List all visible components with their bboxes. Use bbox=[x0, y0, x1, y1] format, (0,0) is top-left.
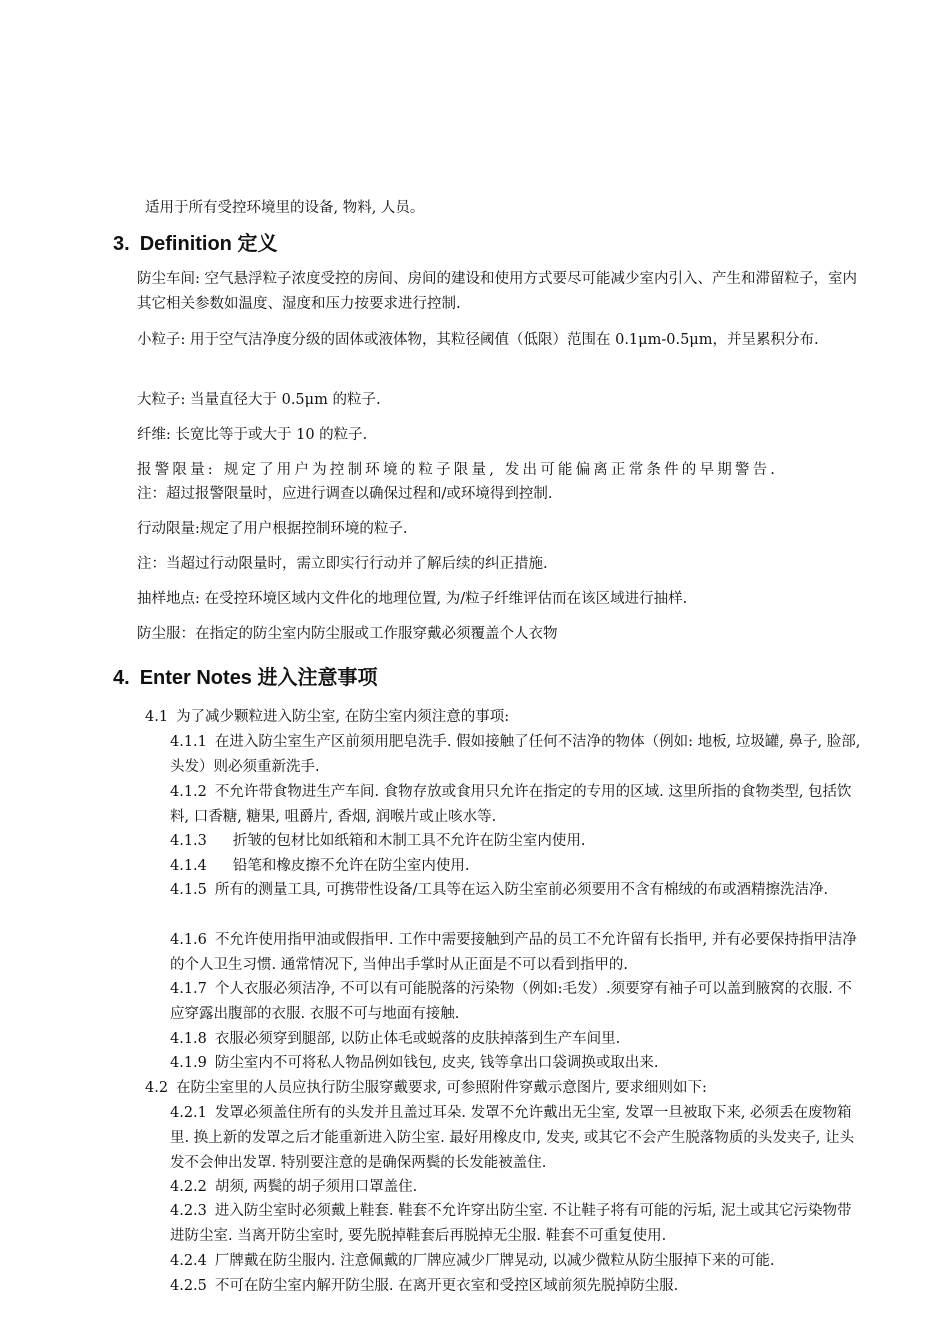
section-3-title: Definition 定义 bbox=[139, 233, 278, 255]
item-text: 防尘室内不可将私人物品例如钱包, 皮夹, 钱等拿出口袋调换或取出来. bbox=[214, 1055, 659, 1071]
definition-small-particle: 小粒子: 用于空气洁净度分级的固体或液体物，其粒径阈值（低限）范围在 0.1μm-0.5μm，并呈累积分布. bbox=[137, 332, 819, 348]
item-number: 4.1.3 bbox=[170, 833, 207, 849]
item-4-2-4 bbox=[170, 1249, 865, 1274]
item-number: 4.2.1 bbox=[170, 1105, 207, 1121]
item-text: 个人衣服必须洁净, 不可以有可能脱落的污染物（例如:毛发）.须要穿有袖子可以盖到腋窝的衣服. 不应穿露出腹部的衣服. 衣服不可与地面有接触. bbox=[170, 981, 852, 1022]
item-number: 4.2.3 bbox=[170, 1203, 207, 1219]
item-4-1-6 bbox=[170, 928, 865, 978]
item-number: 4.1.1 bbox=[170, 734, 207, 750]
item-4-1-5 bbox=[170, 878, 865, 903]
section-4-heading bbox=[113, 664, 378, 692]
item-4-1-3 bbox=[170, 829, 865, 854]
item-text: 进入防尘室时必须戴上鞋套. 鞋套不允许穿出防尘室. 不让鞋子将有可能的污垢, 泥土或其它污染物带进防尘室. 当离开防尘室时, 要先脱掉鞋套后再脱掉无尘服. 鞋套不可重复使用. bbox=[170, 1203, 852, 1244]
item-number: 4.1.8 bbox=[170, 1031, 207, 1047]
section-3-heading bbox=[113, 230, 277, 258]
item-4-2 bbox=[145, 1076, 865, 1101]
item-4-1 bbox=[145, 705, 865, 730]
item-4-2-text: 在防尘室里的人员应执行防尘服穿戴要求, 可参照附件穿戴示意图片, 要求细则如下: bbox=[176, 1080, 707, 1096]
item-number: 4.1.4 bbox=[170, 858, 207, 874]
item-text: 胡须, 两鬓的胡子须用口罩盖住. bbox=[214, 1179, 418, 1195]
item-text: 衣服必须穿到腿部, 以防止体毛或蜕落的皮肤掉落到生产车间里. bbox=[214, 1031, 621, 1047]
definition-alert-limit: 报警限量: 规定了用户为控制环境的粒子限量, 发出可能偏离正常条件的早期警告. bbox=[137, 462, 779, 478]
section-4-title: Enter Notes 进入注意事项 bbox=[139, 667, 378, 689]
item-text: 在进入防尘室生产区前须用肥皂洗手. 假如接触了任何不洁净的物体（例如: 地板, 垃圾罐, 鼻子, 脸部, 头发）则必须重新洗手. bbox=[170, 734, 861, 775]
item-4-1-1 bbox=[170, 730, 865, 780]
item-text: 厂牌戴在防尘服内. 注意佩戴的厂牌应减少厂牌晃动, 以减少微粒从防尘服掉下来的可能. bbox=[214, 1253, 775, 1269]
scope-text: 适用于所有受控环境里的设备, 物料, 人员。 bbox=[145, 200, 425, 216]
item-4-1-text: 为了减少颗粒进入防尘室, 在防尘室内须注意的事项: bbox=[176, 709, 510, 725]
item-text: 发罩必须盖住所有的头发并且盖过耳朵. 发罩不允许戴出无尘室, 发罩一旦被取下来, 必须丢在废物箱里. 换上新的发罩之后才能重新进入防尘室. 最好用橡皮巾, 发夹, 或其它不会产生脱落物质的头发夹子, 让头发不会伸出发罩. 特别要注意的是确保两鬓的长发能被盖住. bbox=[170, 1105, 855, 1171]
item-4-1-9 bbox=[170, 1051, 865, 1076]
definition-cleanroom-garment: 防尘服：在指定的防尘室内防尘服或工作服穿戴必须覆盖个人衣物 bbox=[137, 626, 558, 642]
item-number: 4.1.6 bbox=[170, 932, 207, 948]
item-4-1-2 bbox=[170, 780, 865, 830]
item-4-2-number: 4.2 bbox=[145, 1080, 169, 1096]
item-4-1-number: 4.1 bbox=[145, 709, 169, 725]
item-4-2-3 bbox=[170, 1199, 865, 1249]
item-number: 4.1.9 bbox=[170, 1055, 207, 1071]
section-4-number: 4. bbox=[113, 667, 130, 689]
definition-fiber: 纤维: 长宽比等于或大于 10 的粒子. bbox=[137, 427, 368, 443]
item-4-2-5 bbox=[170, 1274, 865, 1299]
item-number: 4.2.2 bbox=[170, 1179, 207, 1195]
definition-action-note: 注：当超过行动限量时，需立即实行行动并了解后续的纠正措施. bbox=[137, 556, 548, 572]
item-text: 所有的测量工具, 可携带性设备/工具等在运入防尘室前必须要用不含有棉绒的布或酒精擦洗洁净. bbox=[214, 882, 829, 898]
definition-cleanroom: 防尘车间: 空气悬浮粒子浓度受控的房间、房间的建设和使用方式要尽可能减少室内引入、产生和滞留粒子，室内其它相关参数如温度、湿度和压力按要求进行控制. bbox=[137, 271, 857, 312]
item-number: 4.1.2 bbox=[170, 784, 207, 800]
definition-action-limit: 行动限量:规定了用户根据控制环境的粒子. bbox=[137, 521, 408, 537]
item-text: 不允许使用指甲油或假指甲. 工作中需要接触到产品的员工不允许留有长指甲, 并有必要保持指甲洁净的个人卫生习惯. 通常情况下, 当伸出手掌时从正面是不可以看到指甲的. bbox=[170, 932, 857, 973]
definition-large-particle: 大粒子: 当量直径大于 0.5μm 的粒子. bbox=[137, 392, 381, 408]
definition-sampling-location: 抽样地点: 在受控环境区域内文件化的地理位置, 为/粒子纤维评估而在该区域进行抽样. bbox=[137, 591, 688, 607]
item-text: 铅笔和橡皮擦不允许在防尘室内使用. bbox=[232, 858, 470, 874]
item-number: 4.2.5 bbox=[170, 1278, 207, 1294]
item-text: 折皱的包材比如纸箱和木制工具不允许在防尘室内使用. bbox=[232, 833, 586, 849]
item-number: 4.1.5 bbox=[170, 882, 207, 898]
definition-alert-note: 注：超过报警限量时，应进行调查以确保过程和/或环境得到控制. bbox=[137, 486, 553, 502]
item-4-1-7 bbox=[170, 977, 865, 1027]
section-3-number: 3. bbox=[113, 233, 130, 255]
item-number: 4.1.7 bbox=[170, 981, 207, 997]
item-text: 不允许带食物进生产车间. 食物存放或食用只允许在指定的专用的区域. 这里所指的食物类型, 包括饮料, 口香糖, 糖果, 咀爵片, 香烟, 润喉片或止咳水等. bbox=[170, 784, 852, 825]
item-text: 不可在防尘室内解开防尘服. 在离开更衣室和受控区域前须先脱掉防尘服. bbox=[214, 1278, 679, 1294]
item-4-1-4 bbox=[170, 854, 865, 879]
item-number: 4.2.4 bbox=[170, 1253, 207, 1269]
item-4-1-8 bbox=[170, 1027, 865, 1052]
item-4-2-1 bbox=[170, 1101, 865, 1176]
item-4-2-2 bbox=[170, 1175, 865, 1200]
